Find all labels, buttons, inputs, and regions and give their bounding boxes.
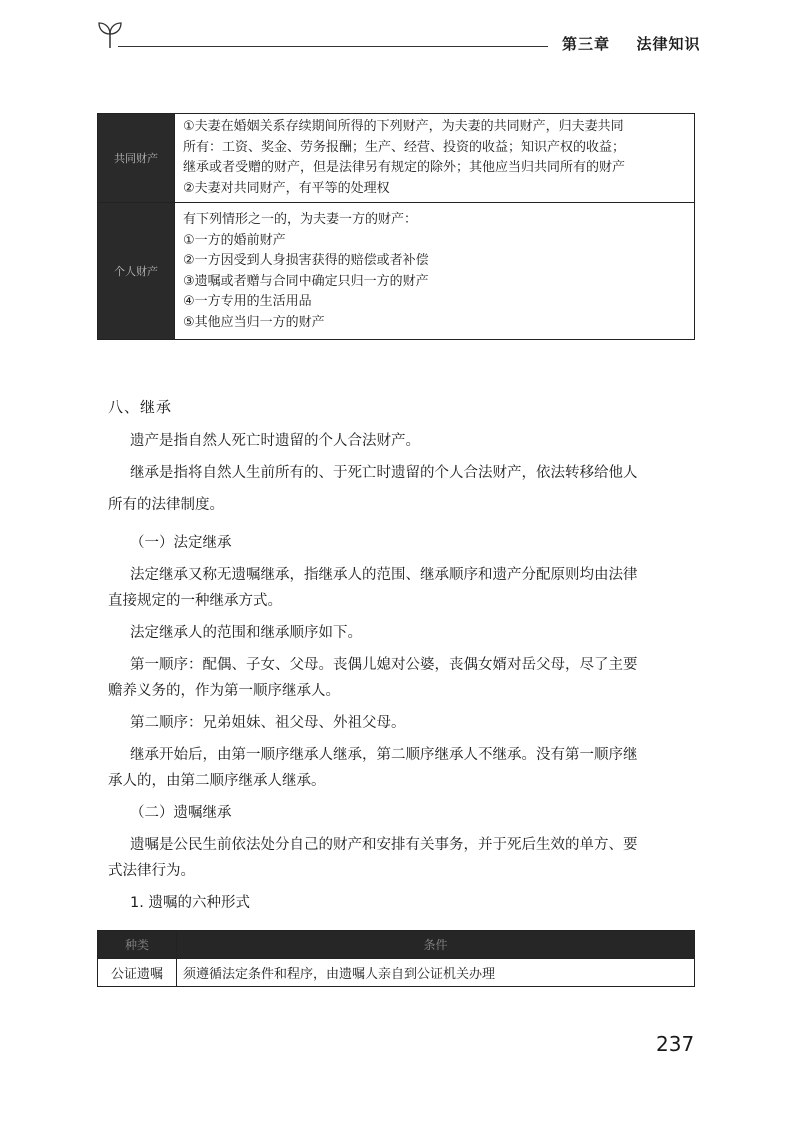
chapter-header — [562, 33, 701, 54]
paragraph — [108, 745, 693, 791]
property-table — [97, 113, 695, 340]
table-row — [98, 203, 695, 340]
paragraph-line: 赡养义务的，作为第一顺序继承人。 — [108, 683, 340, 699]
content-line: ③遗嘱或者赠与合同中确定只归一方的财产 — [183, 273, 429, 289]
page-number: 237 — [656, 1032, 695, 1056]
table-header-row — [98, 931, 695, 959]
paragraph-line: 法定继承又称无遗嘱继承，指继承人的范围、继承顺序和遗产分配原则均由法律 — [130, 567, 638, 583]
paragraph: 遗产是指自然人死亡时遗留的个人合法财产。 — [130, 433, 420, 449]
paragraph-line: 第一顺序：配偶、子女、父母。丧偶儿媳对公婆，丧偶女婿对岳父母，尽了主要 — [130, 657, 638, 673]
content-line: ①一方的婚前财产 — [183, 232, 286, 248]
content-line: ⑤其他应当归一方的财产 — [183, 314, 325, 330]
paragraph-line: 式法律行为。 — [108, 863, 195, 879]
section-heading: 八、继承 — [108, 398, 173, 416]
will-forms-table — [97, 930, 695, 987]
paragraph — [108, 655, 693, 701]
paragraph — [108, 835, 693, 881]
paragraph-line: 所有的法律制度。 — [108, 497, 224, 513]
subheading: （二）遗嘱继承 — [130, 805, 232, 821]
row-content — [175, 203, 695, 340]
table-cell: 须遵循法定条件和程序，由遗嘱人亲自到公证机关办理 — [177, 959, 695, 987]
chapter-title: 法律知识 — [636, 35, 701, 53]
content-line: 有下列情形之一的，为夫妻一方的财产： — [183, 212, 418, 227]
row-label: 个人财产 — [98, 203, 175, 340]
content-line: 继承或者受赠的财产，但是法律另有规定的除外；其他应当归共同所有的财产 — [183, 160, 626, 175]
content-line: ②一方因受到人身损害获得的赔偿或者补偿 — [183, 253, 429, 268]
content-line: ①夫妻在婚姻关系存续期间所得的下列财产，为夫妻的共同财产，归夫妻共同 — [183, 119, 624, 134]
paragraph-line: 继承开始后，由第一顺序继承人继承，第二顺序继承人不继承。没有第一顺序继 — [130, 747, 638, 763]
table-row — [98, 114, 695, 203]
paragraph — [108, 463, 693, 521]
paragraph-line: 继承是指将自然人生前所有的、于死亡时遗留的个人合法财产，依法转移给他人 — [130, 465, 638, 481]
paragraph-line: 直接规定的一种继承方式。 — [108, 593, 282, 609]
paragraph: 法定继承人的范围和继承顺序如下。 — [130, 625, 362, 641]
content-line: ②夫妻对共同财产，有平等的处理权 — [183, 180, 390, 196]
column-header: 条件 — [177, 931, 695, 959]
subheading: 1. 遗嘱的六种形式 — [130, 895, 250, 911]
main-content — [108, 396, 693, 925]
paragraph-line: 遗嘱是公民生前依法处分自己的财产和安排有关事务，并于死后生效的单方、要 — [130, 837, 638, 853]
row-label: 共同财产 — [98, 114, 175, 203]
paragraph-line: 承人的，由第二顺序继承人继承。 — [108, 773, 326, 789]
paragraph: 第二顺序：兄弟姐妹、祖父母、外祖父母。 — [130, 715, 406, 731]
table-cell: 公证遗嘱 — [98, 959, 177, 987]
content-line: ④一方专用的生活用品 — [183, 294, 312, 309]
table-row — [98, 959, 695, 987]
column-header: 种类 — [98, 931, 177, 959]
row-content — [175, 114, 695, 203]
content-line: 所有：工资、奖金、劳务报酬；生产、经营、投资的收益；知识产权的收益； — [183, 139, 626, 155]
header-rule — [118, 46, 548, 47]
paragraph — [108, 565, 693, 611]
subheading: （一）法定继承 — [130, 535, 232, 551]
chapter-label: 第三章 — [562, 35, 611, 53]
